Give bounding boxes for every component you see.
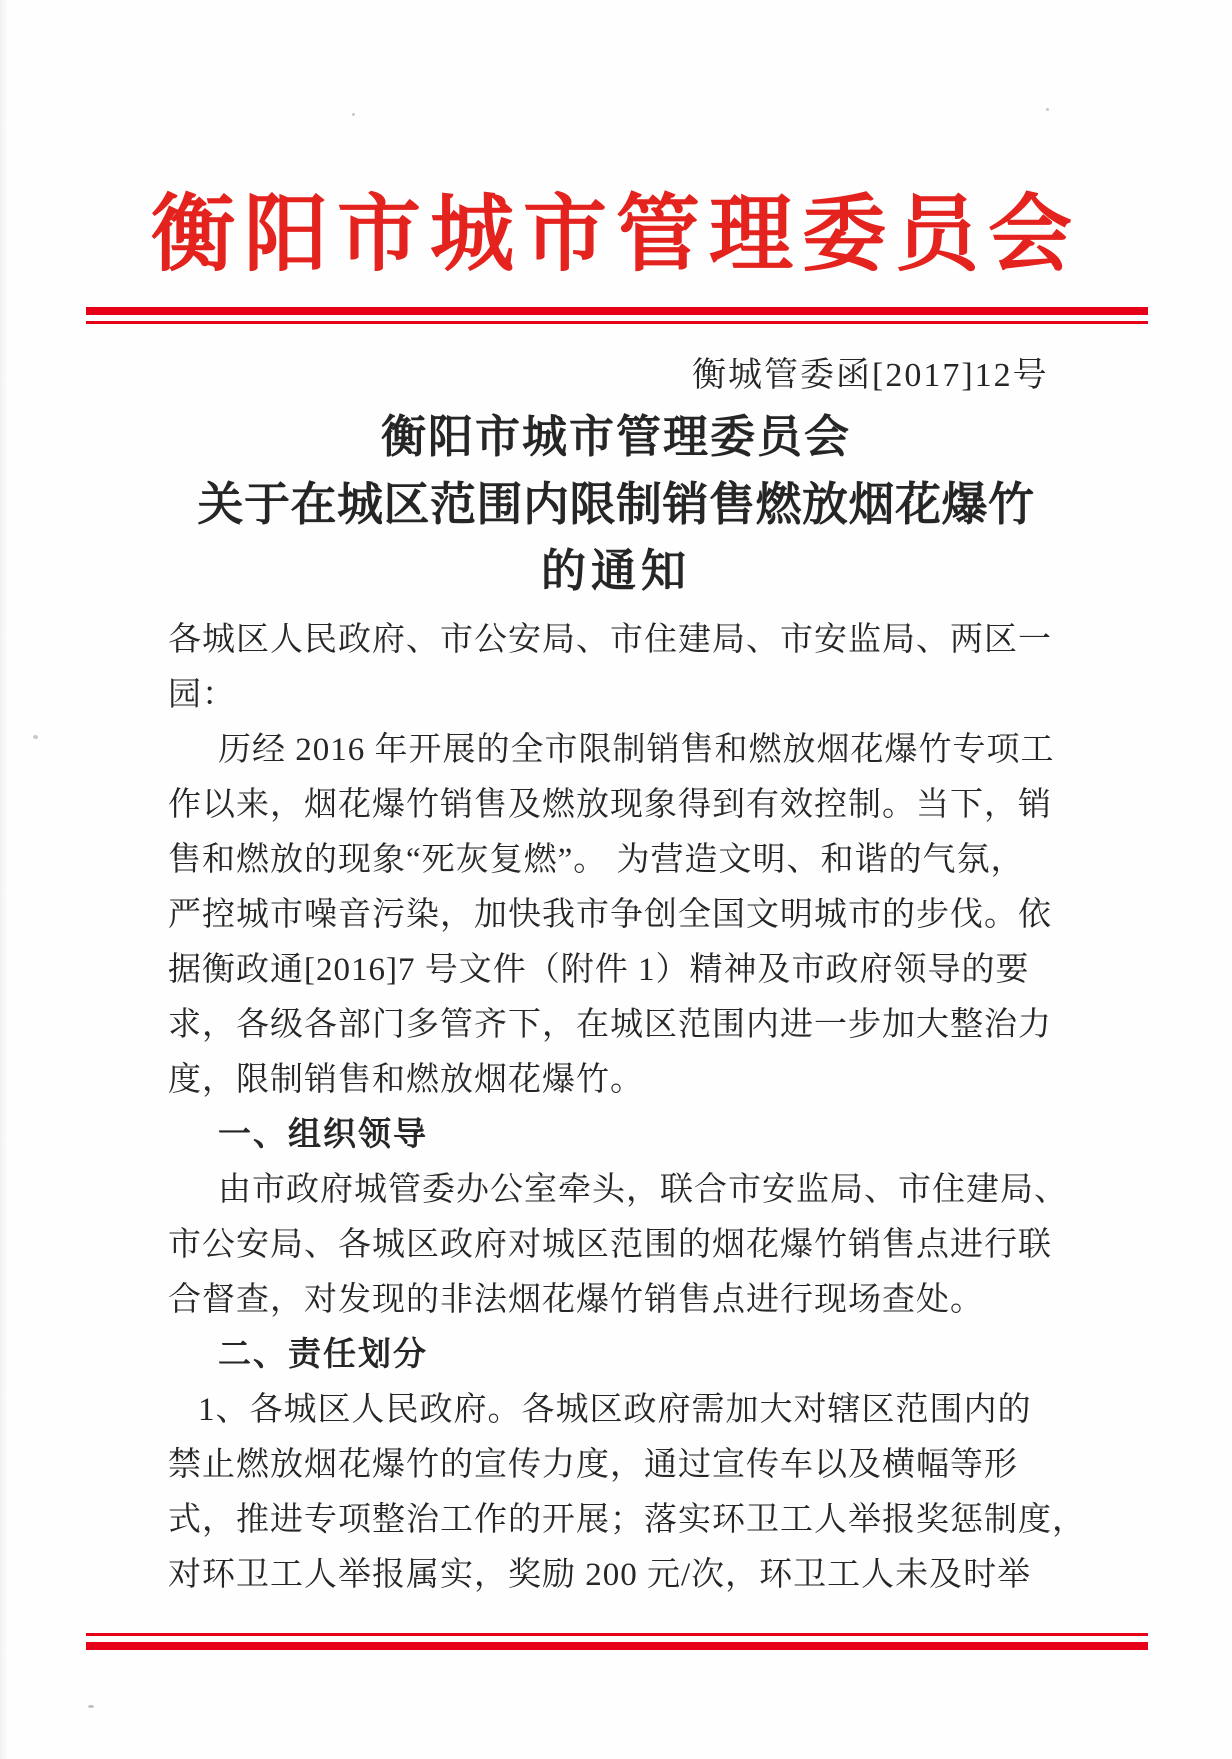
body-line: 市公安局、各城区政府对城区范围的烟花爆竹销售点进行联: [168, 1227, 1052, 1263]
body-line: 历经 2016 年开展的全市限制销售和燃放烟花爆竹专项工: [218, 732, 1055, 768]
body-line: 合督查，对发现的非法烟花爆竹销售点进行现场查处。: [168, 1282, 984, 1318]
header-rule-thin: [86, 321, 1148, 324]
document-number: 衡城管委函[2017]12号: [692, 357, 1049, 394]
body-line: 式，推进专项整治工作的开展；落实环卫工人举报奖惩制度，: [168, 1502, 1086, 1538]
title-line-subject: 关于在城区范围内限制销售燃放烟花爆竹: [197, 479, 1035, 530]
body-line: 禁止燃放烟花爆竹的宣传力度，通过宣传车以及横幅等形: [168, 1447, 1018, 1483]
body-line: 据衡政通[2016]7 号文件（附件 1）精神及市政府领导的要: [168, 952, 1030, 988]
title-line-issuer: 衡阳市城市管理委员会: [380, 412, 851, 462]
title-line-notice: 的通知: [540, 546, 691, 596]
body-line: 对环卫工人举报属实，奖励 200 元/次，环卫工人未及时举: [168, 1557, 1032, 1593]
scan-speck: [352, 113, 355, 116]
body-line: 求，各级各部门多管齐下，在城区范围内进一步加大整治力: [168, 1007, 1052, 1043]
body-line: 严控城市噪音污染，加快我市争创全国文明城市的步伐。依: [168, 897, 1052, 933]
body-line: 各城区人民政府、市公安局、市住建局、市安监局、两区一: [168, 622, 1052, 658]
body-line: 园：: [168, 677, 236, 713]
scan-speck: [33, 735, 38, 739]
body-line: 度，限制销售和燃放烟花爆竹。: [168, 1062, 644, 1098]
header-rule-thick: [86, 307, 1148, 315]
scan-speck: [88, 1705, 94, 1708]
body-line: 二、责任划分: [218, 1337, 428, 1373]
body-line: 1、各城区人民政府。各城区政府需加大对辖区范围内的: [198, 1392, 1032, 1428]
body-line: 作以来，烟花爆竹销售及燃放现象得到有效控制。当下，销: [168, 787, 1052, 823]
footer-rule-thin: [86, 1633, 1148, 1636]
body-line: 由市政府城管委办公室牵头，联合市安监局、市住建局、: [218, 1172, 1068, 1208]
footer-rule-thick: [86, 1642, 1148, 1650]
body-line: 售和燃放的现象“死灰复燃”。 为营造文明、和谐的气氛，: [168, 842, 1025, 878]
masthead-title: 衡阳市城市管理委员会: [150, 189, 1081, 282]
scan-speck: [1046, 108, 1049, 111]
body-line: 一、组织领导: [218, 1117, 428, 1153]
